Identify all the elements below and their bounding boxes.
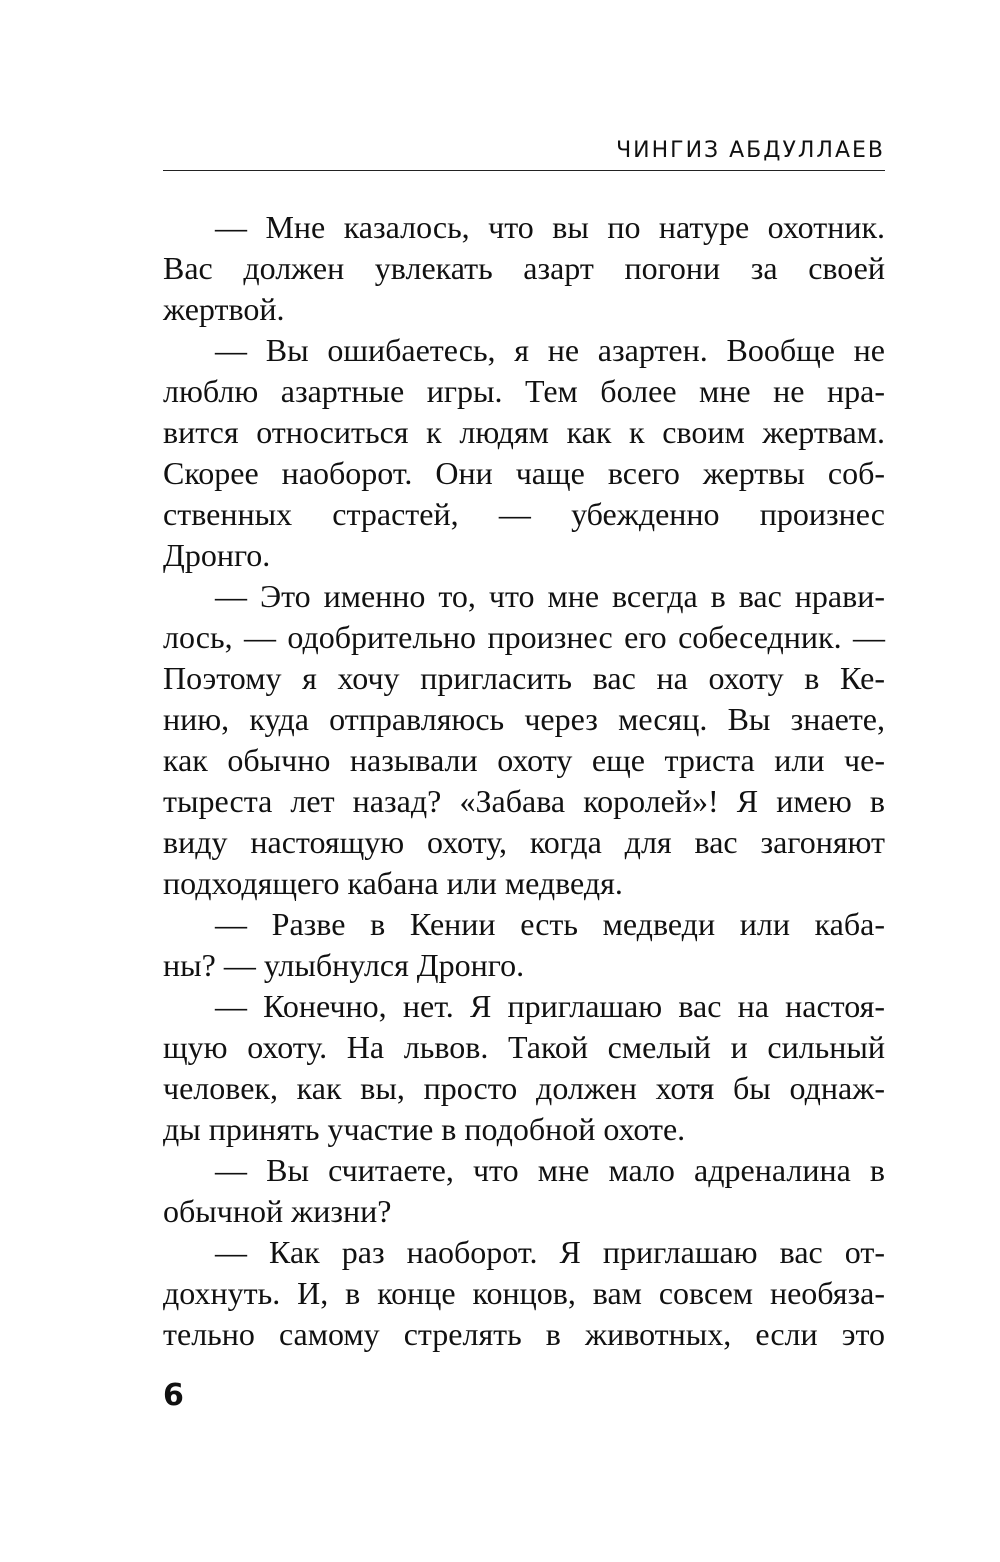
text-line: ны? — улыбнулся Дронго. — [163, 947, 525, 983]
text-line: Дронго. — [163, 537, 271, 573]
text-line: дохнуть. И, в конце концов, вам совсем необяза- — [163, 1275, 885, 1311]
text-line: — Это именно то, что мне всегда в вас нрави- — [215, 578, 885, 614]
text-line: — Конечно, нет. Я приглашаю вас на настоя- — [215, 988, 885, 1024]
text-line: щую охоту. На львов. Такой смелый и сильный — [163, 1029, 885, 1065]
text-line: Скорее наоборот. Они чаще всего жертвы соб- — [163, 455, 885, 491]
text-line: тыреста лет назад? «Забава королей»! Я имею в — [163, 783, 885, 819]
text-line: как обычно называли охоту еще триста или че- — [163, 742, 885, 778]
text-line: жертвой. — [163, 291, 285, 327]
text-line: тельно самому стрелять в животных, если это — [163, 1316, 885, 1352]
text-line: вится относиться к людям как к своим жертвам. — [163, 414, 885, 450]
text-line: ственных страстей, — убежденно произнес — [163, 496, 885, 532]
text-line: подходящего кабана или медведя. — [163, 865, 623, 901]
text-line: обычной жизни? — [163, 1193, 392, 1229]
text-line: Поэтому я хочу пригласить вас на охоту в Ке- — [163, 660, 885, 696]
text-line: — Как раз наоборот. Я приглашаю вас от- — [215, 1234, 885, 1270]
text-line: человек, как вы, просто должен хотя бы однаж- — [163, 1070, 885, 1106]
text-line: лось, — одобрительно произнес его собеседник. — — [163, 619, 885, 655]
text-line: ды принять участие в подобной охоте. — [163, 1111, 686, 1147]
body-text — [163, 207, 885, 1355]
page-number: 6 — [163, 1378, 184, 1413]
text-line: нию, куда отправляюсь через месяц. Вы знаете, — [163, 701, 885, 737]
text-line: — Мне казалось, что вы по натуре охотник. — [215, 209, 885, 245]
text-line: — Вы ошибаетесь, я не азартен. Вообще не — [215, 332, 885, 368]
text-line: Вас должен увлекать азарт погони за своей — [163, 250, 885, 286]
header-rule — [163, 170, 885, 171]
text-line: — Разве в Кении есть медведи или каба- — [215, 906, 885, 942]
text-line: люблю азартные игры. Тем более мне не нра- — [163, 373, 885, 409]
text-line: виду настоящую охоту, когда для вас загоняют — [163, 824, 885, 860]
text-line: — Вы считаете, что мне мало адреналина в — [215, 1152, 885, 1188]
running-header-author: ЧИНГИЗ АБДУЛЛАЕВ — [616, 138, 885, 163]
